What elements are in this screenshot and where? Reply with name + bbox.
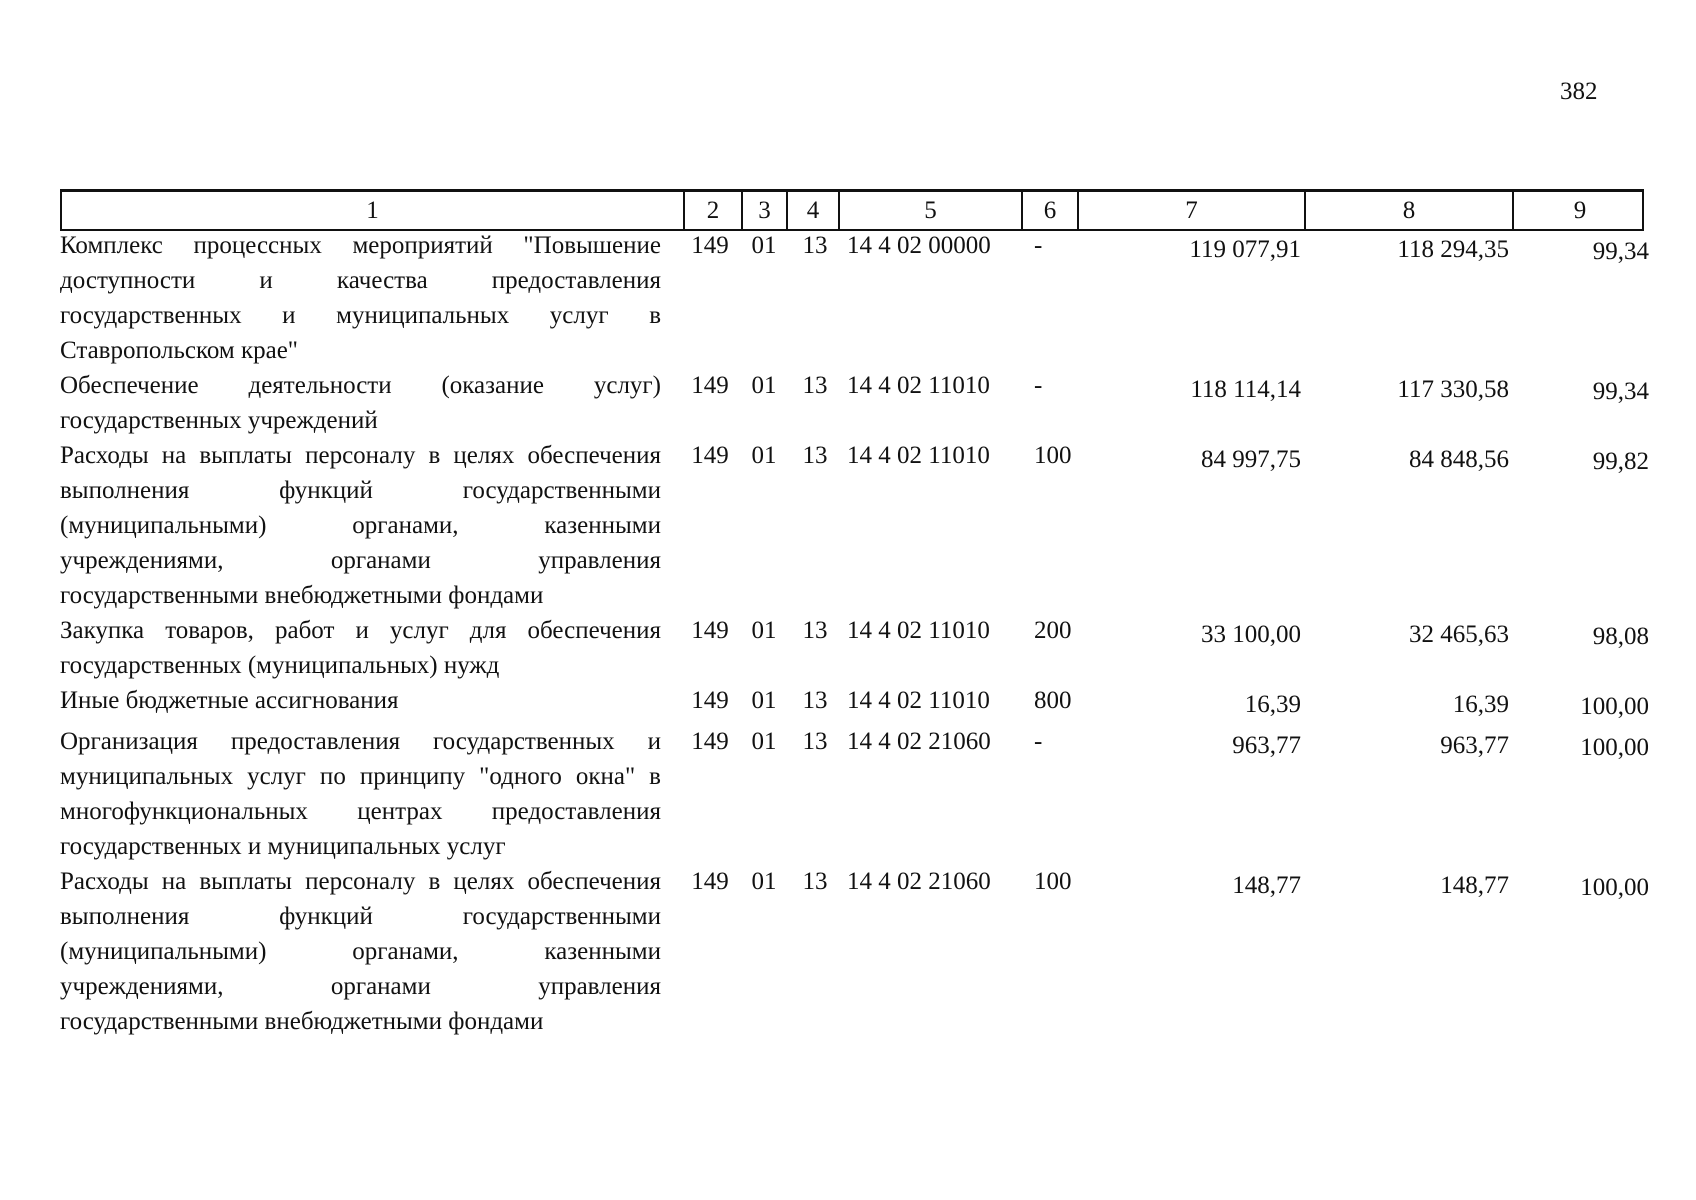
- table-row: [60, 683, 1660, 724]
- row-col-9: 100,00: [1580, 874, 1649, 901]
- row-col-9: 100,00: [1580, 693, 1649, 720]
- row-col-3: 01: [751, 687, 777, 714]
- row-col-6: -: [1034, 232, 1043, 259]
- header-col-3: 3: [741, 192, 786, 230]
- row-col-3: 01: [751, 372, 777, 399]
- row-name: Организация предоставления государственных и муниципальных услуг по принципу "одного окна" в многофункциональных центрах предоставления государственных и муниципальных услуг: [60, 728, 661, 860]
- header-col-9: 9: [1512, 192, 1646, 230]
- row-col-7: 33 100,00: [1201, 621, 1301, 648]
- row-name: Иные бюджетные ассигнования: [60, 687, 399, 714]
- header-col-6: 6: [1021, 192, 1077, 230]
- row-col-4: 13: [802, 687, 828, 714]
- row-col-6: 200: [1034, 617, 1072, 644]
- row-col-7: 148,77: [1232, 872, 1301, 899]
- row-col-8: 32 465,63: [1409, 621, 1509, 648]
- row-col-5: 14 4 02 21060: [847, 728, 991, 755]
- row-col-8: 148,77: [1440, 872, 1509, 899]
- row-col-7: 16,39: [1244, 691, 1301, 718]
- table-row: [60, 438, 1660, 613]
- table-row: [60, 613, 1660, 683]
- row-col-9: 99,34: [1592, 378, 1649, 405]
- row-name: Обеспечение деятельности (оказание услуг) государственных учреждений: [60, 372, 661, 434]
- table-row: [60, 864, 1660, 1039]
- row-col-7: 118 114,14: [1190, 376, 1301, 403]
- row-col-8: 963,77: [1440, 732, 1509, 759]
- row-col-6: 100: [1034, 442, 1072, 469]
- row-col-6: 800: [1034, 687, 1072, 714]
- row-col-6: -: [1034, 372, 1043, 399]
- row-col-8: 16,39: [1452, 691, 1509, 718]
- header-col-8: 8: [1304, 192, 1512, 230]
- row-col-8: 118 294,35: [1397, 236, 1509, 263]
- table-header: [60, 189, 1644, 231]
- row-col-6: 100: [1034, 868, 1072, 895]
- row-name: Комплекс процессных мероприятий "Повышение доступности и качества предоставления государственных и муниципальных услуг в Ставропольском крае": [60, 232, 661, 364]
- row-name: Закупка товаров, работ и услуг для обеспечения государственных (муниципальных) нужд: [60, 617, 661, 679]
- row-col-6: -: [1034, 728, 1043, 755]
- row-col-4: 13: [802, 232, 828, 259]
- header-col-7: 7: [1077, 192, 1304, 230]
- row-col-5: 14 4 02 11010: [847, 372, 990, 399]
- row-col-7: 84 997,75: [1201, 446, 1301, 473]
- row-col-5: 14 4 02 11010: [847, 687, 990, 714]
- row-col-3: 01: [751, 617, 777, 644]
- row-col-5: 14 4 02 21060: [847, 868, 991, 895]
- row-col-2: 149: [691, 728, 729, 755]
- table-body: [60, 228, 1660, 1039]
- row-col-7: 963,77: [1232, 732, 1301, 759]
- table-row: [60, 228, 1660, 368]
- row-col-9: 100,00: [1580, 734, 1649, 761]
- row-col-4: 13: [802, 617, 828, 644]
- row-col-8: 84 848,56: [1409, 446, 1509, 473]
- header-col-1: 1: [366, 197, 379, 224]
- row-name: Расходы на выплаты персоналу в целях обеспечения выполнения функций государственными (муниципальными) органами, казенными учреждениями, органами управления государственными внебюджетными фондами: [60, 868, 661, 1035]
- header-col-4: 4: [786, 192, 838, 230]
- table-row: [60, 724, 1660, 864]
- row-col-3: 01: [751, 728, 777, 755]
- row-col-4: 13: [802, 442, 828, 469]
- row-col-2: 149: [691, 617, 729, 644]
- header-col-2: 2: [683, 192, 741, 230]
- row-col-5: 14 4 02 11010: [847, 617, 990, 644]
- row-col-2: 149: [691, 442, 729, 469]
- row-col-9: 98,08: [1592, 623, 1649, 650]
- row-col-2: 149: [691, 868, 729, 895]
- row-col-3: 01: [751, 868, 777, 895]
- row-col-4: 13: [802, 868, 828, 895]
- row-col-2: 149: [691, 232, 729, 259]
- row-col-2: 149: [691, 687, 729, 714]
- row-col-9: 99,34: [1592, 238, 1649, 265]
- row-name: Расходы на выплаты персоналу в целях обеспечения выполнения функций государственными (муниципальными) органами, казенными учреждениями, органами управления государственными внебюджетными фондами: [60, 442, 661, 609]
- row-col-7: 119 077,91: [1189, 236, 1301, 263]
- row-col-5: 14 4 02 11010: [847, 442, 990, 469]
- page-number: 382: [1560, 78, 1598, 105]
- row-col-5: 14 4 02 00000: [847, 232, 991, 259]
- row-col-9: 99,82: [1592, 448, 1649, 475]
- table-row: [60, 368, 1660, 438]
- row-col-8: 117 330,58: [1397, 376, 1509, 403]
- row-col-4: 13: [802, 372, 828, 399]
- row-col-4: 13: [802, 728, 828, 755]
- header-col-5: 5: [838, 192, 1021, 230]
- row-col-3: 01: [751, 442, 777, 469]
- row-col-3: 01: [751, 232, 777, 259]
- row-col-2: 149: [691, 372, 729, 399]
